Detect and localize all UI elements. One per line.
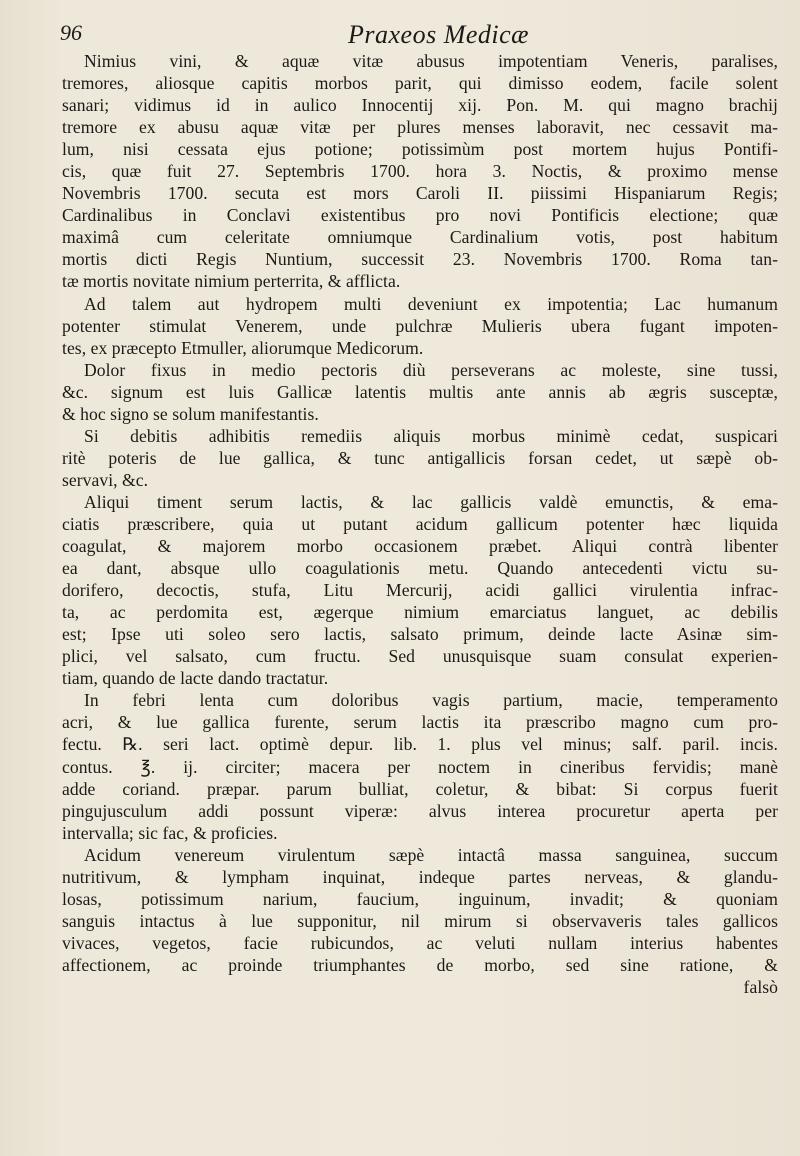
text-line: coagulat, & majorem morbo occasionem præbet. Aliqui contrà libenter	[62, 536, 778, 557]
text-line: fectu. ℞. seri lact. optimè depur. lib. 1. plus vel minus; salf. paril. incis.	[62, 734, 778, 755]
text-line: potenter stimulat Venerem, unde pulchræ Mulieris ubera fugant impoten-	[62, 315, 778, 336]
text-line: pingujusculum addi possunt viperæ: alvus interea procuretur aperta per	[62, 800, 778, 821]
text-line: vivaces, vegetos, facie rubicundos, ac veluti nullam interius habentes	[62, 932, 778, 953]
text-line: plici, vel salsato, cum fructu. Sed unusquisque suam consulat experien-	[62, 646, 778, 667]
text-line: Dolor fixus in medio pectoris diù perseverans ac moleste, sine tussi,	[84, 359, 778, 380]
running-title: Praxeos Medicæ	[348, 20, 530, 49]
body-text	[62, 50, 778, 998]
text-line: adde coriand. præpar. parum bulliat, coletur, & bibat: Si corpus fuerit	[62, 778, 778, 799]
text-line: In febri lenta cum doloribus vagis partium, macie, temperamento	[84, 690, 778, 711]
text-line: dorifero, decoctis, stufa, Litu Mercurij, acidi gallici virulentia infrac-	[62, 580, 778, 601]
text-line: ciatis præscribere, quia ut putant acidum gallicum potenter hæc liquida	[62, 513, 778, 534]
text-line: Ad talem aut hydropem multi deveniunt ex impotentia; Lac humanum	[84, 293, 778, 314]
text-line: sanguis intactus à lue supponitur, nil mirum si observaveris tales gallicos	[62, 910, 778, 931]
text-line: Si debitis adhibitis remediis aliquis morbus minimè cedat, suspicari	[84, 425, 778, 446]
text-line: tiam, quando de lacte dando tractatur.	[62, 668, 329, 689]
text-line: ta, ac perdomita est, ægerque nimium emarciatus languet, ac debilis	[62, 602, 778, 623]
text-line: Acidum venereum virulentum sæpè intactâ massa sanguinea, succum	[84, 844, 778, 865]
page-header	[60, 14, 760, 54]
text-line: acri, & lue gallica furente, serum lactis ita præscribo magno cum pro-	[62, 712, 778, 733]
text-line: tremores, aliosque capitis morbos parit, qui dimisso eodem, facile solent	[62, 73, 778, 94]
text-line: &c. signum est luis Gallicæ latentis multis ante annis ab ægris susceptæ,	[62, 381, 778, 402]
text-line: & hoc signo se solum manifestantis.	[62, 403, 319, 424]
page-number: 96	[60, 20, 82, 45]
text-line: intervalla; sic fac, & proficies.	[62, 822, 278, 843]
text-line: tes, ex præcepto Etmuller, aliorumque Medicorum.	[62, 337, 424, 358]
catchword: falsò	[743, 976, 778, 997]
text-line: nutritivum, & lympham inquinat, indeque partes nerveas, & glandu-	[62, 866, 778, 887]
text-line: tremore ex abusu aquæ vitæ per plures menses laboravit, nec cessavit ma-	[62, 117, 778, 138]
text-line: affectionem, ac proinde triumphantes de morbo, sed sine ratione, &	[62, 954, 778, 975]
text-line: servavi, &c.	[62, 469, 149, 490]
text-line: est; Ipse uti soleo sero lactis, salsato primum, deinde lacte Asinæ sim-	[62, 624, 778, 645]
text-line: Aliqui timent serum lactis, & lac gallicis valdè emunctis, & ema-	[84, 491, 778, 512]
text-line: lum, nisi cessata ejus potione; potissimùm post mortem hujus Pontifi-	[62, 139, 778, 160]
text-line: cis, quæ fuit 27. Septembris 1700. hora 3. Noctis, & proximo mense	[62, 161, 778, 182]
text-line: ritè poteris de lue gallica, & tunc antigallicis forsan cedet, ut sæpè ob-	[62, 447, 778, 468]
text-line: sanari; vidimus id in aulico Innocentij xij. Pon. M. qui magno brachij	[62, 95, 778, 116]
text-line: mortis dicti Regis Nuntium, successit 23. Novembris 1700. Roma tan-	[62, 249, 778, 270]
text-line: Novembris 1700. secuta est mors Caroli II. piissimi Hispaniarum Regis;	[62, 183, 778, 204]
text-line: losas, potissimum narium, faucium, inguinum, invadit; & quoniam	[62, 888, 778, 909]
text-line: maximâ cum celeritate omniumque Cardinalium votis, post habitum	[62, 227, 778, 248]
text-line: contus. ℥. ij. circiter; macera per noctem in cineribus fervidis; manè	[62, 756, 778, 777]
text-line: Cardinalibus in Conclavi existentibus pro novi Pontificis electione; quæ	[62, 205, 778, 226]
text-line: ea dant, absque ullo coagulationis metu. Quando antecedenti victu su-	[62, 558, 778, 579]
text-line: tæ mortis novitate nimium perterrita, & afflicta.	[62, 271, 401, 292]
text-line: Nimius vini, & aquæ vitæ abusus impotentiam Veneris, paralises,	[84, 51, 778, 71]
